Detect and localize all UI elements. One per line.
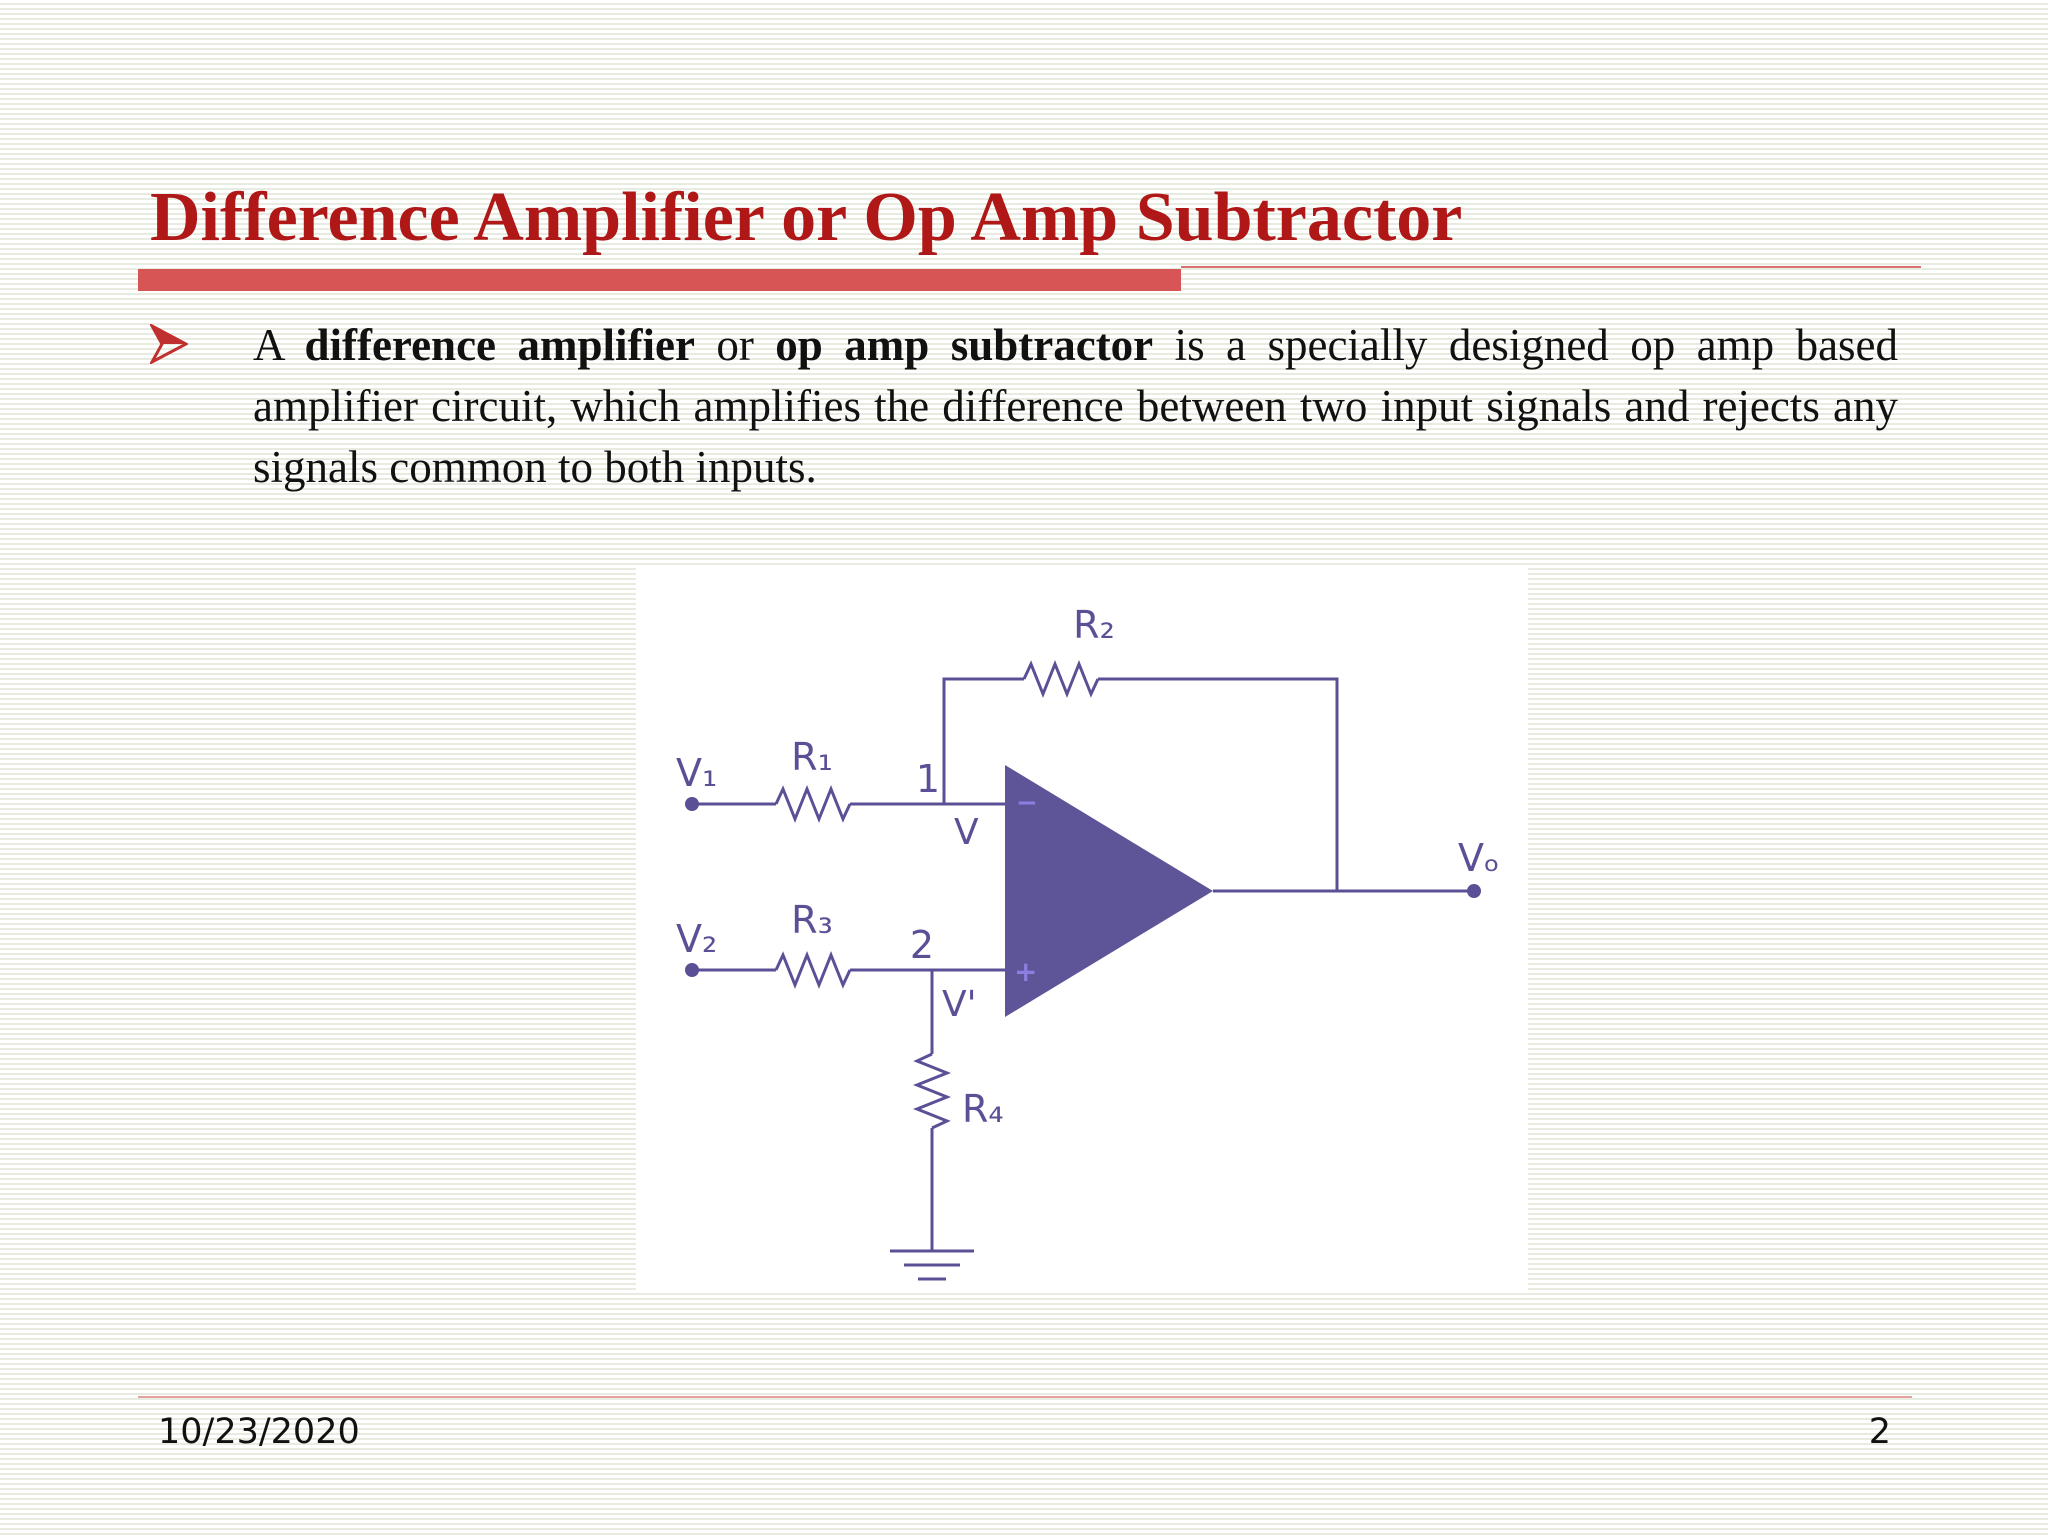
footer-date: 10/23/2020 xyxy=(158,1412,360,1452)
label-node-2: 2 xyxy=(909,923,935,967)
label-r3: R₃ xyxy=(791,898,833,942)
circuit-diagram xyxy=(636,568,1528,1292)
bullet-connector: or xyxy=(716,320,754,370)
label-v-prime: V' xyxy=(942,984,977,1025)
arrow-bullet-icon xyxy=(150,324,188,364)
bullet-lead: A xyxy=(253,320,284,370)
resistor-r1 xyxy=(776,789,850,819)
ground-symbol-icon xyxy=(890,1251,974,1279)
label-vo: Vₒ xyxy=(1458,836,1500,880)
page-number: 2 xyxy=(1868,1412,1891,1452)
slide-title: Difference Amplifier or Op Amp Subtractor xyxy=(150,179,1463,256)
terminal-vo xyxy=(1467,884,1481,898)
label-plus: + xyxy=(1014,955,1038,988)
label-v: V xyxy=(954,812,979,853)
label-minus: − xyxy=(1016,788,1038,818)
label-r1: R₁ xyxy=(791,735,833,779)
resistor-r4 xyxy=(917,1054,947,1128)
resistor-r2 xyxy=(1024,664,1098,694)
terminal-v1 xyxy=(685,797,699,811)
bullet-rest: is a specially designed op amp based amplifier circuit, which amplifies the difference between two input signals and rejects any signals common to both inputs. xyxy=(253,320,1899,492)
bullet-text xyxy=(253,315,1898,498)
label-v1: V₁ xyxy=(676,751,718,795)
label-r2: R₂ xyxy=(1073,603,1115,647)
terminal-v2 xyxy=(685,963,699,977)
footer-rule xyxy=(138,1396,1912,1398)
term-op-amp-subtractor: op amp subtractor xyxy=(775,320,1154,370)
resistor-r3 xyxy=(776,955,850,985)
circuit-svg xyxy=(636,568,1528,1292)
title-underline-rule xyxy=(1181,266,1921,268)
title-underline-bar xyxy=(138,269,1181,291)
label-r4: R₄ xyxy=(962,1087,1004,1131)
label-node-1: 1 xyxy=(915,757,941,801)
label-v2: V₂ xyxy=(676,917,718,961)
term-difference-amplifier: difference amplifier xyxy=(304,320,695,370)
